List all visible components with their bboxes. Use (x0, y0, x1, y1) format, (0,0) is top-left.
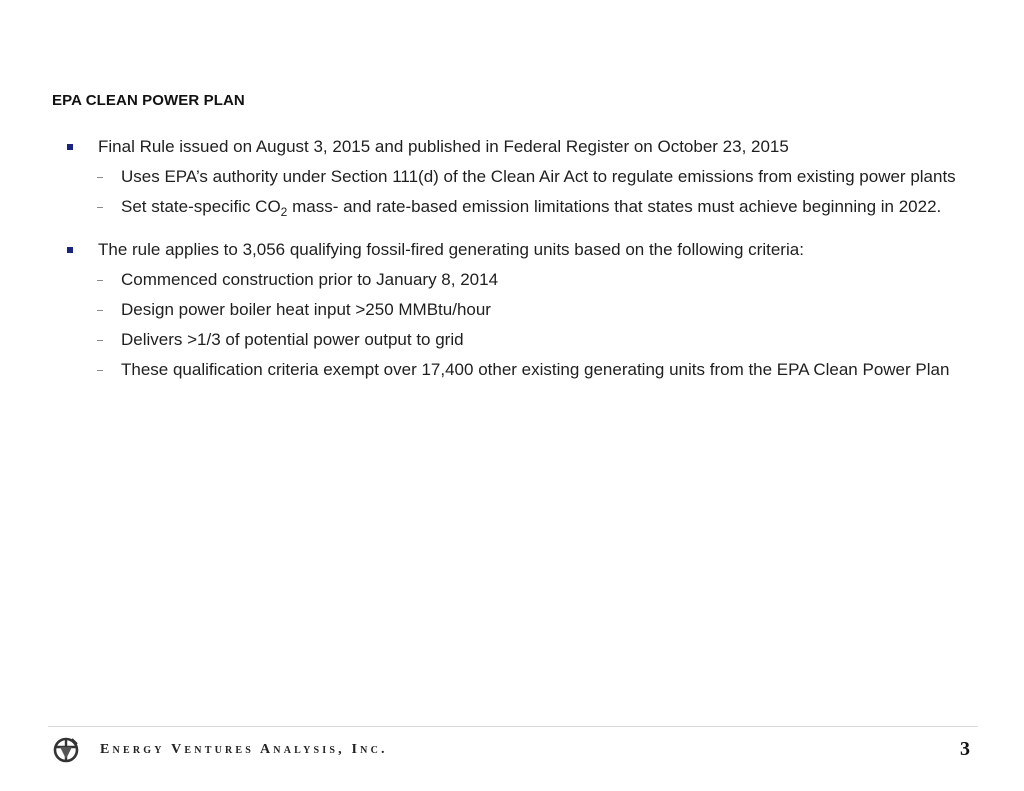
sub-bullet-list (62, 267, 962, 382)
sub-bullet-text-after: mass- and rate-based emission limitations that states must achieve beginning in 2022. (287, 197, 942, 216)
page-number: 3 (960, 738, 970, 760)
sub-bullet-text: Uses EPA’s authority under Section 111(d) of the Clean Air Act to regulate emissions from existing power plants (121, 167, 956, 186)
bullet-group-final-rule (62, 134, 962, 219)
sub-bullet-list (62, 164, 962, 219)
bullet-group-criteria (62, 237, 962, 382)
dash-bullet-icon (97, 370, 103, 371)
sub-bullet-item (62, 327, 962, 352)
sub-bullet-item (62, 164, 962, 189)
sub-bullet-text: Delivers >1/3 of potential power output to grid (121, 330, 464, 349)
bullet-item (62, 237, 962, 262)
sub-bullet-text: Commenced construction prior to January 8, 2014 (121, 270, 499, 289)
square-bullet-icon (67, 144, 73, 150)
sub-bullet-item (62, 194, 962, 219)
eva-logo-icon (52, 735, 80, 765)
dash-bullet-icon (97, 280, 103, 281)
sub-bullet-item (62, 357, 962, 382)
slide-title: EPA CLEAN POWER PLAN (52, 92, 245, 109)
sub-bullet-text: These qualification criteria exempt over 17,400 other existing generating units from the EPA Clean Power Plan (121, 360, 950, 379)
bullet-item (62, 134, 962, 159)
dash-bullet-icon (97, 340, 103, 341)
bullet-text: Final Rule issued on August 3, 2015 and published in Federal Register on October 23, 2015 (98, 137, 789, 156)
footer-company-name: Energy Ventures Analysis, Inc. (100, 742, 388, 757)
square-bullet-icon (67, 247, 73, 253)
dash-bullet-icon (97, 310, 103, 311)
dash-bullet-icon (97, 207, 103, 208)
sub-bullet-text-before: Set state-specific CO (121, 197, 281, 216)
bullet-text: The rule applies to 3,056 qualifying fossil-fired generating units based on the following criteria: (98, 240, 804, 259)
co2-subscript: 2 (280, 205, 288, 219)
footer-divider (48, 726, 978, 727)
sub-bullet-item (62, 297, 962, 322)
content-area (62, 134, 962, 400)
dash-bullet-icon (97, 177, 103, 178)
sub-bullet-text: Design power boiler heat input >250 MMBtu/hour (121, 300, 491, 319)
sub-bullet-item (62, 267, 962, 292)
